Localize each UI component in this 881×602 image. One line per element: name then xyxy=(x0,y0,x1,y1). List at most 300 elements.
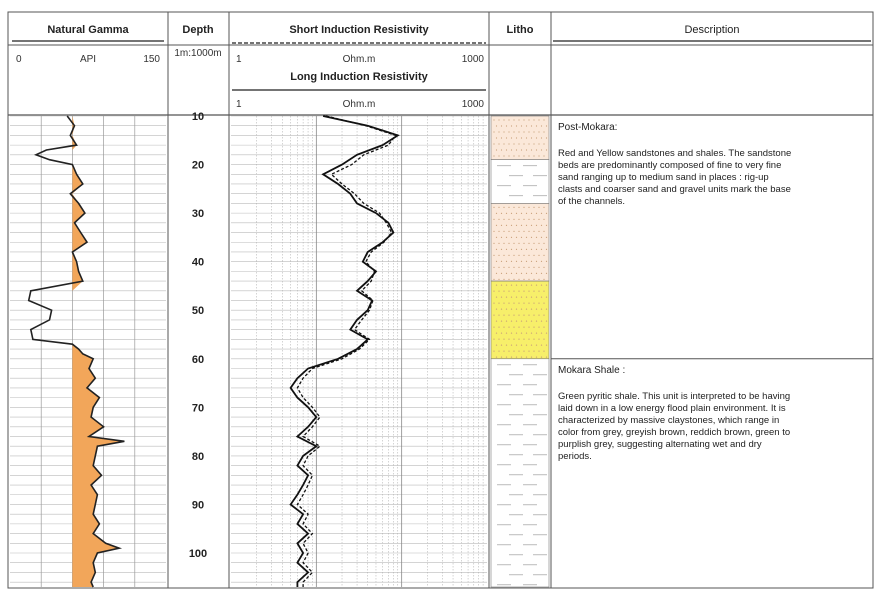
litho-interval-shale xyxy=(491,359,549,587)
sand-dot xyxy=(538,131,539,132)
sand-dot xyxy=(511,149,512,150)
sand-dot xyxy=(508,290,509,291)
sand-dot xyxy=(526,284,527,285)
sand-dot xyxy=(498,207,499,208)
sand-dot xyxy=(513,314,514,315)
sand-dot xyxy=(516,249,517,250)
sand-dot xyxy=(501,332,502,333)
sand-dot xyxy=(526,344,527,345)
sand-dot xyxy=(533,290,534,291)
sand-dot xyxy=(526,296,527,297)
sand-dot xyxy=(493,326,494,327)
sand-dot xyxy=(498,219,499,220)
depth-tick-label: 30 xyxy=(191,208,205,221)
depth-tick-label: 20 xyxy=(191,159,205,172)
sand-dot xyxy=(541,137,542,138)
sand-dot xyxy=(531,296,532,297)
sand-dot xyxy=(523,155,524,156)
sand-dot xyxy=(526,237,527,238)
sand-dot xyxy=(541,320,542,321)
sand-dot xyxy=(543,255,544,256)
sand-dot xyxy=(493,350,494,351)
sand-dot xyxy=(506,332,507,333)
long-res-title: Long Induction Resistivity xyxy=(290,71,428,83)
sand-dot xyxy=(536,284,537,285)
sand-dot xyxy=(543,350,544,351)
sand-dot xyxy=(518,290,519,291)
sand-dot xyxy=(516,225,517,226)
sand-dot xyxy=(528,143,529,144)
sand-dot xyxy=(501,308,502,309)
sand-dot xyxy=(531,284,532,285)
sand-dot xyxy=(501,237,502,238)
sand-dot xyxy=(513,326,514,327)
sand-dot xyxy=(506,125,507,126)
sand-dot xyxy=(528,119,529,120)
sand-dot xyxy=(531,308,532,309)
sand-dot xyxy=(546,125,547,126)
sand-dot xyxy=(493,279,494,280)
sand-dot xyxy=(523,119,524,120)
sand-dot xyxy=(513,155,514,156)
sand-dot xyxy=(543,290,544,291)
sand-dot xyxy=(523,243,524,244)
sand-dot xyxy=(508,155,509,156)
sand-dot xyxy=(541,332,542,333)
sand-dot xyxy=(516,273,517,274)
sand-dot xyxy=(521,308,522,309)
sand-dot xyxy=(513,207,514,208)
sand-dot xyxy=(528,131,529,132)
sand-dot xyxy=(523,131,524,132)
sand-dot xyxy=(498,119,499,120)
sand-dot xyxy=(508,243,509,244)
sand-dot xyxy=(538,302,539,303)
sand-dot xyxy=(516,332,517,333)
sand-dot xyxy=(533,314,534,315)
sand-dot xyxy=(496,332,497,333)
sand-dot xyxy=(523,267,524,268)
sand-dot xyxy=(503,155,504,156)
sand-dot xyxy=(536,344,537,345)
sand-dot xyxy=(523,219,524,220)
long-res-max: 1000 xyxy=(461,99,484,110)
sand-dot xyxy=(493,131,494,132)
sand-dot xyxy=(533,267,534,268)
depth-tick-label: 100 xyxy=(188,548,208,561)
sand-dot xyxy=(526,356,527,357)
sand-dot xyxy=(538,279,539,280)
sand-dot xyxy=(503,338,504,339)
sand-dot xyxy=(493,314,494,315)
sand-dot xyxy=(543,131,544,132)
sand-dot xyxy=(541,249,542,250)
depth-tick-label: 70 xyxy=(191,402,205,415)
sand-dot xyxy=(513,338,514,339)
sand-dot xyxy=(516,213,517,214)
sand-dot xyxy=(543,231,544,232)
sand-dot xyxy=(503,302,504,303)
sand-dot xyxy=(523,290,524,291)
depth-title: Depth xyxy=(182,24,214,36)
sand-dot xyxy=(533,338,534,339)
sand-dot xyxy=(496,320,497,321)
sand-dot xyxy=(533,131,534,132)
sand-dot xyxy=(496,149,497,150)
sand-dot xyxy=(541,273,542,274)
litho-title: Litho xyxy=(506,24,534,36)
sand-dot xyxy=(536,213,537,214)
sand-dot xyxy=(518,155,519,156)
sand-dot xyxy=(546,237,547,238)
sand-dot xyxy=(511,308,512,309)
sand-dot xyxy=(541,308,542,309)
sand-dot xyxy=(536,356,537,357)
sand-dot xyxy=(498,338,499,339)
sand-dot xyxy=(506,261,507,262)
sand-dot xyxy=(501,213,502,214)
sand-dot xyxy=(518,219,519,220)
sand-dot xyxy=(513,231,514,232)
sand-dot xyxy=(536,137,537,138)
sand-dot xyxy=(493,143,494,144)
sand-dot xyxy=(503,243,504,244)
sand-dot xyxy=(511,284,512,285)
sand-dot xyxy=(531,225,532,226)
description-line: clasts and coarser sand and gravel units mark the base xyxy=(558,184,791,195)
sand-dot xyxy=(503,131,504,132)
sand-dot xyxy=(493,231,494,232)
sand-dot xyxy=(498,143,499,144)
sand-dot xyxy=(498,302,499,303)
sand-dot xyxy=(516,149,517,150)
sand-dot xyxy=(503,255,504,256)
sand-dot xyxy=(518,338,519,339)
sand-dot xyxy=(508,143,509,144)
sand-dot xyxy=(516,261,517,262)
sand-dot xyxy=(508,314,509,315)
sand-dot xyxy=(503,119,504,120)
sand-dot xyxy=(513,302,514,303)
sand-dot xyxy=(521,249,522,250)
litho-interval-sandstone xyxy=(491,116,549,160)
sand-dot xyxy=(498,243,499,244)
litho-interval-sandstone xyxy=(491,281,549,359)
sand-dot xyxy=(536,308,537,309)
sand-dot xyxy=(496,308,497,309)
sand-dot xyxy=(526,125,527,126)
sand-dot xyxy=(546,213,547,214)
sand-dot xyxy=(526,213,527,214)
sand-dot xyxy=(508,255,509,256)
description-line: of the channels. xyxy=(558,196,626,207)
sand-dot xyxy=(496,237,497,238)
sand-dot xyxy=(531,237,532,238)
sand-dot xyxy=(503,231,504,232)
long-res-min: 1 xyxy=(236,99,242,110)
sand-dot xyxy=(516,356,517,357)
sand-dot xyxy=(546,308,547,309)
sand-dot xyxy=(543,143,544,144)
sand-dot xyxy=(511,225,512,226)
sand-dot xyxy=(511,344,512,345)
sand-dot xyxy=(541,344,542,345)
sand-dot xyxy=(546,149,547,150)
sand-dot xyxy=(538,267,539,268)
sand-dot xyxy=(546,344,547,345)
sand-dot xyxy=(528,314,529,315)
sand-dot xyxy=(501,261,502,262)
sand-dot xyxy=(528,338,529,339)
sand-dot xyxy=(493,207,494,208)
sand-dot xyxy=(506,296,507,297)
sand-dot xyxy=(521,125,522,126)
description-line: laid down in a low energy flood plain environment. It is xyxy=(558,402,786,414)
sand-dot xyxy=(543,207,544,208)
depth-tick-label: 40 xyxy=(191,256,205,269)
sand-dot xyxy=(493,119,494,120)
sand-dot xyxy=(521,225,522,226)
sand-dot xyxy=(543,314,544,315)
sand-dot xyxy=(546,284,547,285)
sand-dot xyxy=(503,279,504,280)
sand-dot xyxy=(493,338,494,339)
sand-dot xyxy=(528,231,529,232)
sand-dot xyxy=(508,219,509,220)
sand-dot xyxy=(513,267,514,268)
sand-dot xyxy=(538,350,539,351)
depth-tick-label: 90 xyxy=(191,499,205,512)
sand-dot xyxy=(503,267,504,268)
sand-dot xyxy=(511,125,512,126)
sand-dot xyxy=(538,338,539,339)
sand-dot xyxy=(513,131,514,132)
sand-dot xyxy=(538,243,539,244)
sand-dot xyxy=(498,326,499,327)
sand-dot xyxy=(516,296,517,297)
sand-dot xyxy=(513,243,514,244)
sand-dot xyxy=(526,308,527,309)
sand-dot xyxy=(533,219,534,220)
sand-dot xyxy=(511,356,512,357)
sand-dot xyxy=(493,243,494,244)
sand-dot xyxy=(521,344,522,345)
sand-dot xyxy=(498,290,499,291)
sand-dot xyxy=(501,249,502,250)
sand-dot xyxy=(528,302,529,303)
sand-dot xyxy=(546,356,547,357)
sand-dot xyxy=(508,267,509,268)
sand-dot xyxy=(498,350,499,351)
short-res-unit: Ohm.m xyxy=(342,54,376,65)
sand-dot xyxy=(546,137,547,138)
sand-dot xyxy=(526,249,527,250)
sand-dot xyxy=(541,213,542,214)
sand-dot xyxy=(531,273,532,274)
sand-dot xyxy=(501,344,502,345)
sand-dot xyxy=(526,149,527,150)
sand-dot xyxy=(496,261,497,262)
sand-dot xyxy=(538,314,539,315)
sand-dot xyxy=(536,332,537,333)
sand-dot xyxy=(521,261,522,262)
sand-dot xyxy=(498,131,499,132)
sand-dot xyxy=(541,237,542,238)
sand-dot xyxy=(546,249,547,250)
sand-dot xyxy=(521,284,522,285)
sand-dot xyxy=(518,143,519,144)
sand-dot xyxy=(511,237,512,238)
sand-dot xyxy=(546,261,547,262)
sand-dot xyxy=(493,155,494,156)
sand-dot xyxy=(518,243,519,244)
sand-dot xyxy=(533,207,534,208)
sand-dot xyxy=(531,356,532,357)
sand-dot xyxy=(518,231,519,232)
sand-dot xyxy=(503,326,504,327)
sand-dot xyxy=(523,207,524,208)
chart-frame xyxy=(8,12,873,588)
sand-dot xyxy=(536,273,537,274)
sand-dot xyxy=(531,332,532,333)
sand-dot xyxy=(543,267,544,268)
sand-dot xyxy=(526,332,527,333)
sand-dot xyxy=(536,296,537,297)
description-title-1: Mokara Shale : xyxy=(558,364,626,376)
sand-dot xyxy=(511,261,512,262)
sand-dot xyxy=(498,267,499,268)
sand-dot xyxy=(528,290,529,291)
sand-dot xyxy=(516,344,517,345)
sand-dot xyxy=(533,155,534,156)
description-title: Description xyxy=(684,24,740,36)
sand-dot xyxy=(501,225,502,226)
sand-dot xyxy=(528,219,529,220)
sand-dot xyxy=(538,143,539,144)
sand-dot xyxy=(508,279,509,280)
sand-dot xyxy=(501,284,502,285)
sand-dot xyxy=(508,119,509,120)
sand-dot xyxy=(511,213,512,214)
sand-dot xyxy=(543,155,544,156)
sand-dot xyxy=(541,284,542,285)
sand-dot xyxy=(521,213,522,214)
sand-dot xyxy=(528,279,529,280)
sand-dot xyxy=(531,344,532,345)
sand-dot xyxy=(496,273,497,274)
sand-dot xyxy=(523,302,524,303)
sand-dot xyxy=(526,320,527,321)
sand-dot xyxy=(518,350,519,351)
sand-dot xyxy=(506,320,507,321)
sand-dot xyxy=(506,284,507,285)
long-res-unit: Ohm.m xyxy=(342,99,376,110)
sand-dot xyxy=(496,356,497,357)
sand-dot xyxy=(531,261,532,262)
sand-dot xyxy=(503,314,504,315)
sand-dot xyxy=(541,225,542,226)
sand-dot xyxy=(536,125,537,126)
sand-dot xyxy=(506,237,507,238)
sand-dot xyxy=(496,137,497,138)
sand-dot xyxy=(503,207,504,208)
sand-dot xyxy=(498,279,499,280)
sand-dot xyxy=(536,237,537,238)
sand-dot xyxy=(538,155,539,156)
sand-dot xyxy=(508,338,509,339)
sand-dot xyxy=(501,149,502,150)
sand-dot xyxy=(516,237,517,238)
description-title-0: Post-Mokara: xyxy=(558,122,618,133)
sand-dot xyxy=(528,326,529,327)
sand-dot xyxy=(516,308,517,309)
sand-dot xyxy=(536,149,537,150)
sand-dot xyxy=(511,249,512,250)
sand-dot xyxy=(513,279,514,280)
sand-dot xyxy=(501,296,502,297)
sand-dot xyxy=(531,320,532,321)
sand-dot xyxy=(518,255,519,256)
description-line: characterized by massive claystones, which range in xyxy=(558,414,780,426)
sand-dot xyxy=(501,273,502,274)
depth-tick-label: 50 xyxy=(191,305,205,318)
depth-scale: 1m:1000m xyxy=(174,48,222,59)
sand-dot xyxy=(523,279,524,280)
sand-dot xyxy=(528,350,529,351)
sand-dot xyxy=(528,267,529,268)
sand-dot xyxy=(516,125,517,126)
sand-dot xyxy=(523,350,524,351)
sand-dot xyxy=(546,273,547,274)
sand-dot xyxy=(518,207,519,208)
sand-dot xyxy=(531,137,532,138)
sand-dot xyxy=(541,125,542,126)
sand-dot xyxy=(506,225,507,226)
sand-dot xyxy=(511,296,512,297)
sand-dot xyxy=(506,149,507,150)
sand-dot xyxy=(493,302,494,303)
description-line: Red and Yellow sandstones and shales. The sandstone xyxy=(558,148,792,159)
litho-column xyxy=(491,116,549,587)
sand-dot xyxy=(518,267,519,268)
litho-interval-sandstone xyxy=(491,203,549,281)
sand-dot xyxy=(508,326,509,327)
sand-dot xyxy=(521,356,522,357)
sand-dot xyxy=(503,143,504,144)
sand-dot xyxy=(511,137,512,138)
sand-dot xyxy=(533,119,534,120)
depth-tick-label: 10 xyxy=(191,111,205,123)
sand-dot xyxy=(513,219,514,220)
sand-dot xyxy=(541,149,542,150)
sand-dot xyxy=(501,320,502,321)
sand-dot xyxy=(513,290,514,291)
sand-dot xyxy=(506,273,507,274)
sand-dot xyxy=(526,261,527,262)
gamma-max-label: 150 xyxy=(143,54,160,65)
litho-interval-shale xyxy=(491,160,549,204)
sand-dot xyxy=(523,314,524,315)
gamma-min-label: 0 xyxy=(16,54,22,65)
sand-dot xyxy=(543,219,544,220)
sand-dot xyxy=(493,290,494,291)
sand-dot xyxy=(543,243,544,244)
sand-dot xyxy=(541,296,542,297)
sand-dot xyxy=(508,302,509,303)
sand-dot xyxy=(506,356,507,357)
description-line: Green pyritic shale. This unit is interpreted to be having xyxy=(558,390,791,402)
sand-dot xyxy=(513,119,514,120)
